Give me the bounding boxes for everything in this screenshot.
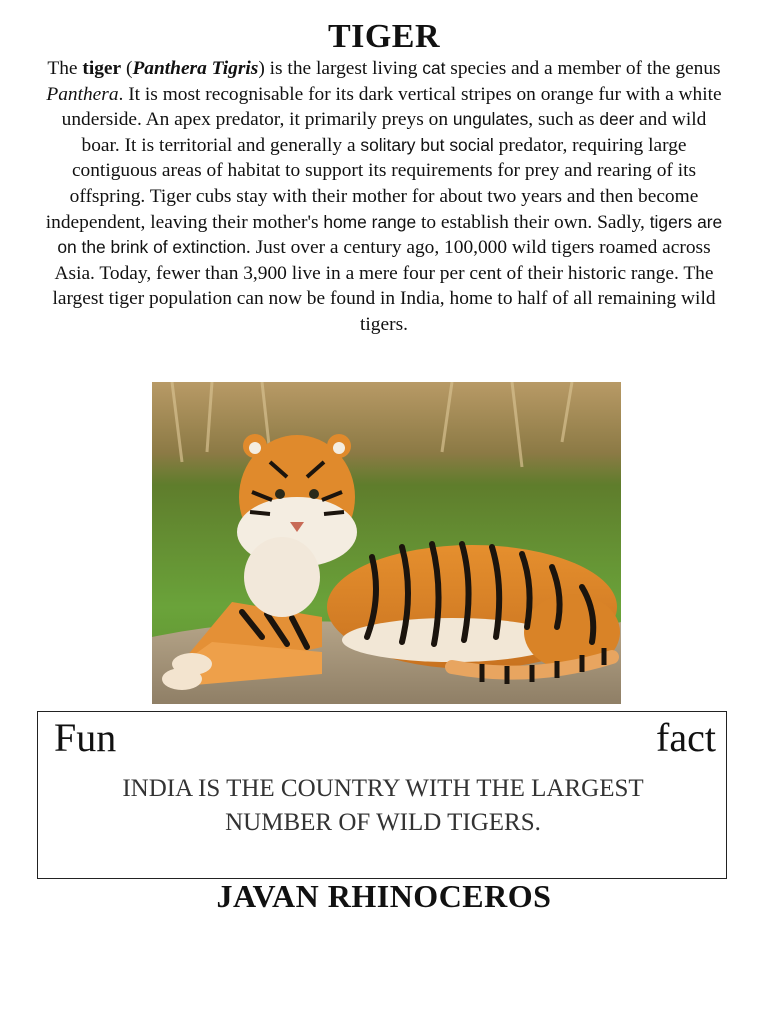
text-run: ( [121, 58, 133, 79]
genus-name: Panthera [46, 83, 119, 105]
scientific-name: Panthera Tigris [132, 58, 259, 79]
text-run-bold: tiger [82, 58, 122, 79]
link-text-extinction: tigers are on the brink of extinction [57, 211, 723, 258]
link-text-home-range: home range [323, 211, 417, 232]
page-title: TIGER [327, 18, 441, 55]
link-text-cat: cat [422, 58, 446, 78]
link-text-ungulates: ungulates [452, 109, 529, 130]
text-run: predator, requiring large contiguous areas of habitat to support its requirements for prey and rearing of its offspring. Tiger cubs stay with their mother for about two years and then become independent, leaving their mother's [45, 134, 699, 233]
next-section-heading: JAVAN RHINOCEROS [216, 878, 552, 914]
text-run: , such as [528, 109, 600, 131]
fun-fact-label-right: fact [656, 715, 716, 760]
text-run: . It is most recognisable for its dark vertical stripes on orange fur with a white underside. An apex predator, it primarily preys on [61, 83, 722, 131]
fun-fact-label-left: Fun [54, 715, 117, 760]
fun-fact-box [37, 711, 727, 879]
link-text-solitary: solitary but social [360, 134, 494, 155]
text-run: species and a member of the genus [445, 58, 721, 79]
text-run: The [47, 58, 83, 79]
text-run: ) is the largest living [258, 58, 423, 79]
text-run: . Just over a century ago, 100,000 wild tigers roamed across Asia. Today, fewer than 3,900 live in a mere four per cent of their historic range. The largest tiger population can now be found in India, home to half of all remaining wild tigers. [52, 237, 716, 335]
link-text-deer: deer [599, 109, 635, 130]
text-run: and wild boar. It is territorial and generally a [81, 109, 707, 156]
text-run: to establish their own. Sadly, [416, 211, 650, 233]
tiger-photo [152, 382, 621, 704]
fun-fact-text: INDIA IS THE COUNTRY WITH THE LARGEST NUMBER OF WILD TIGERS. [122, 775, 644, 836]
tiger-description [44, 56, 724, 338]
